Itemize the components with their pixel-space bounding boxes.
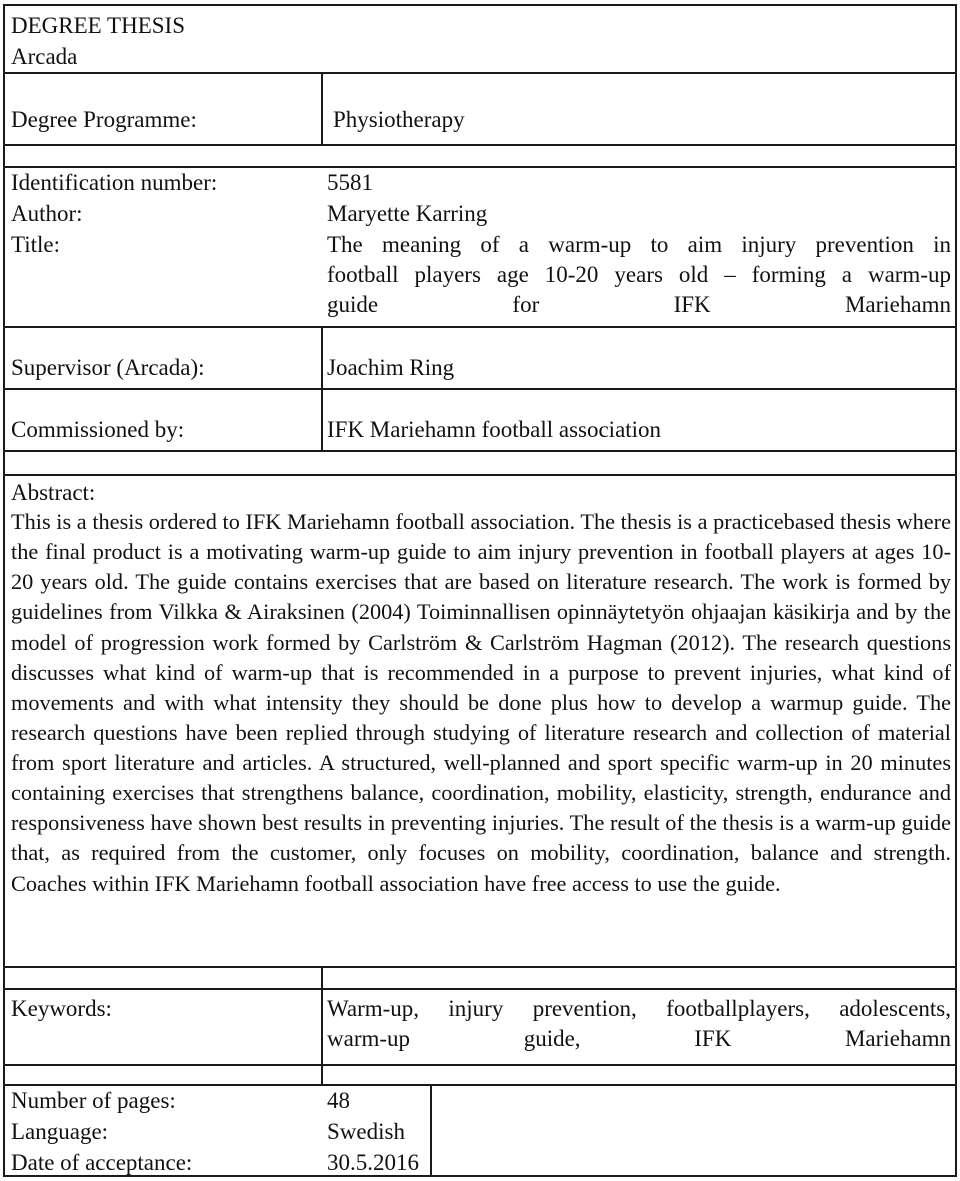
keywords-label: Keywords:: [11, 996, 112, 1021]
commissioned-label: Commissioned by:: [11, 417, 185, 442]
abstract-text: This is a thesis ordered to IFK Mariehamn football association. The thesis is a practicebased thesis where the final product is a motivating warm-up guide to aim injury prevention in football players at ages 10-20 years old. The guide contains exercises that are based on literature research. The work is formed by guidelines from Vilkka & Airaksinen (2004) Toiminnallisen opinnäytetyön ohjaajan käsikirja and by the model of progression work formed by Carlström & Carlström Hagman (2012). The research questions discusses what kind of warm-up that is recommended in a purpose to prevent injuries, what kind of movements and with what intensity they should be done plus how to develop a warmup guide. The research questions have been replied through studying of literature research and collection of material from sport literature and articles. A structured, well-planned and sport specific warm-up in 20 minutes containing exercises that strengthens balance, coordination, mobility, elasticity, strength, endurance and responsiveness have shown best results in preventing injuries. The result of the thesis is a warm-up guide that, as required from the customer, only focuses on mobility, coordination, balance and strength. Coaches within IFK Mariehamn football association have free access to use the guide.: [11, 509, 951, 896]
identification-label: Identification number:: [11, 170, 218, 195]
thesis-info-form: [3, 4, 957, 1177]
divider: [5, 1064, 955, 1066]
keywords-line-2: warm-up guide, IFK Mariehamn: [327, 1026, 951, 1051]
doc-type-heading: DEGREE THESIS: [11, 13, 185, 38]
author-label: Author:: [11, 201, 83, 226]
institution-name: Arcada: [11, 44, 78, 69]
title-line-1: The meaning of a warm-up to aim injury prevention in: [327, 232, 951, 257]
abstract-label: Abstract:: [11, 480, 96, 505]
title-line-3: guide for IFK Mariehamn: [327, 292, 951, 317]
divider: [5, 474, 955, 476]
keywords-line-1: Warm-up, injury prevention, footballplayers, adolescents,: [327, 996, 951, 1021]
pages-value: 48: [327, 1088, 350, 1113]
title-label: Title:: [11, 232, 61, 257]
language-value: Swedish: [327, 1119, 405, 1144]
title-line-2: football players age 10-20 years old – forming a warm-up: [327, 262, 951, 287]
divider: [5, 326, 955, 328]
column-divider: [430, 1084, 432, 1175]
column-divider: [321, 966, 323, 1086]
acceptance-label: Date of acceptance:: [11, 1150, 193, 1175]
commissioned-value: IFK Mariehamn football association: [327, 417, 662, 442]
supervisor-value: Joachim Ring: [327, 355, 455, 380]
divider: [5, 72, 955, 74]
language-label: Language:: [11, 1119, 109, 1144]
divider: [5, 988, 955, 990]
divider: [5, 450, 955, 452]
divider: [5, 966, 955, 968]
identification-value: 5581: [327, 170, 373, 195]
divider: [5, 144, 955, 146]
acceptance-value: 30.5.2016: [327, 1150, 419, 1175]
pages-label: Number of pages:: [11, 1088, 176, 1113]
column-divider: [321, 72, 323, 144]
author-value: Maryette Karring: [327, 201, 488, 226]
divider: [5, 388, 955, 390]
programme-value: Physiotherapy: [333, 107, 465, 132]
supervisor-label: Supervisor (Arcada):: [11, 355, 205, 380]
programme-label: Degree Programme:: [11, 107, 197, 132]
